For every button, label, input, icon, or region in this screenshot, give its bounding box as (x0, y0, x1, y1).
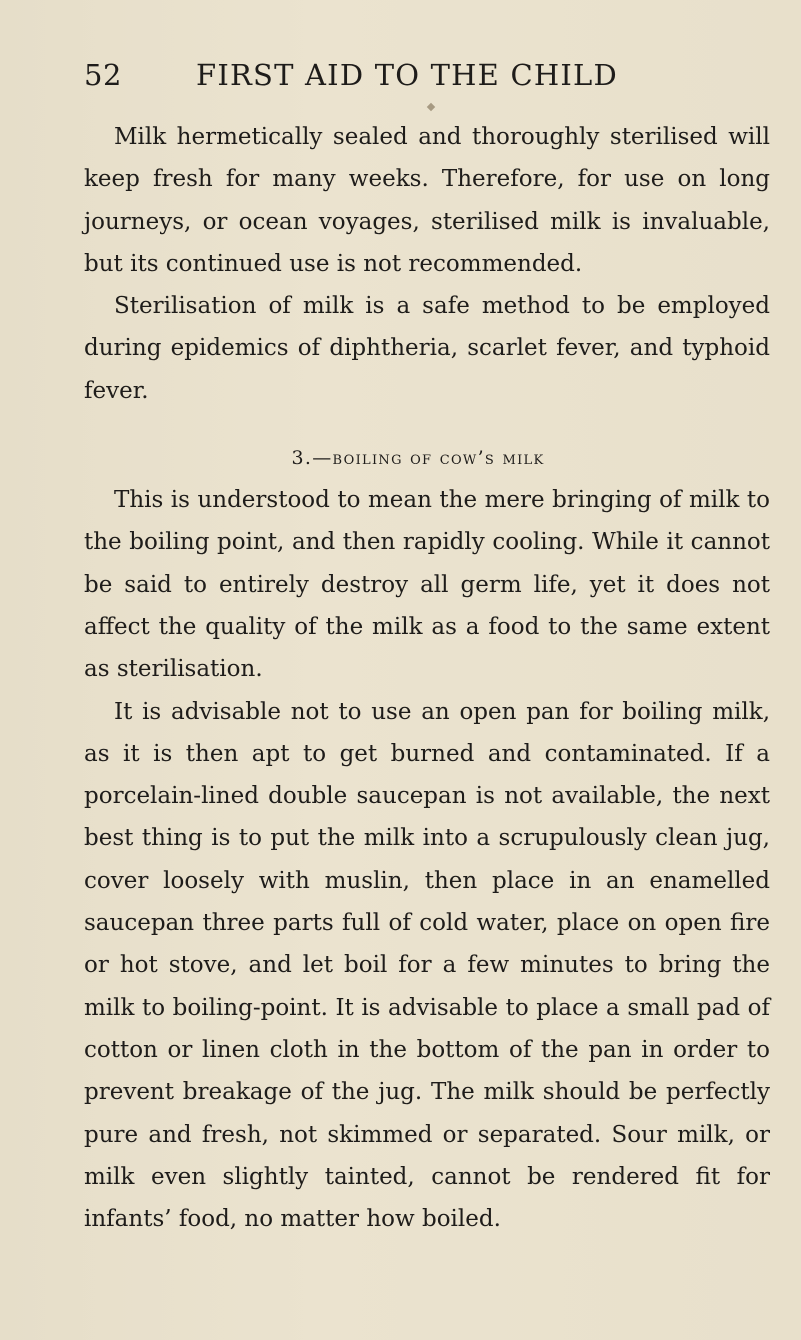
page-number: 52 (84, 58, 122, 92)
section-number: 3.— (291, 447, 333, 470)
section-title: boiling of cow’s milk (332, 447, 545, 470)
body-text (84, 116, 770, 1240)
running-header (84, 58, 774, 98)
paragraph: It is advisable not to use an open pan for boiling milk, as it is then apt to get burned and contaminated. If a porcelain-lined double saucepan is not available, the next best thing is to put the milk into a scrupulously clean jug, cover loosely with muslin, then place in an enamelled saucepan three parts full of cold water, place on open fire or hot stove, and let boil for a few minutes to bring the milk to boiling-point. It is advisable to place a small pad of cotton or linen cloth in the bottom of the pan in order to prevent breakage of the jug. The milk should be perfectly pure and fresh, not skimmed or separated. Sour milk, or milk even slightly tainted, cannot be rendered fit for infants’ food, no matter how boiled. (84, 698, 770, 1233)
paragraph: This is understood to mean the mere bringing of milk to the boiling point, and then rapidly cooling. While it cannot be said to entirely destroy all germ life, yet it does not affect the quality of the milk as a food to the same extent as sterilisation. (84, 487, 770, 683)
paragraph: Milk hermetically sealed and thoroughly sterilised will keep fresh for many weeks. Therefore, for use on long journeys, or ocean voyages, sterilised milk is invaluable, but its continued use is not recommended. (84, 124, 770, 277)
paragraph: Sterilisation of milk is a safe method to be employed during epidemics of diphtheria, scarlet fever, and typhoid fever. (84, 293, 770, 404)
ornament-mark (427, 103, 435, 111)
running-title: FIRST AID TO THE CHILD (196, 58, 618, 92)
section-heading (66, 437, 770, 479)
